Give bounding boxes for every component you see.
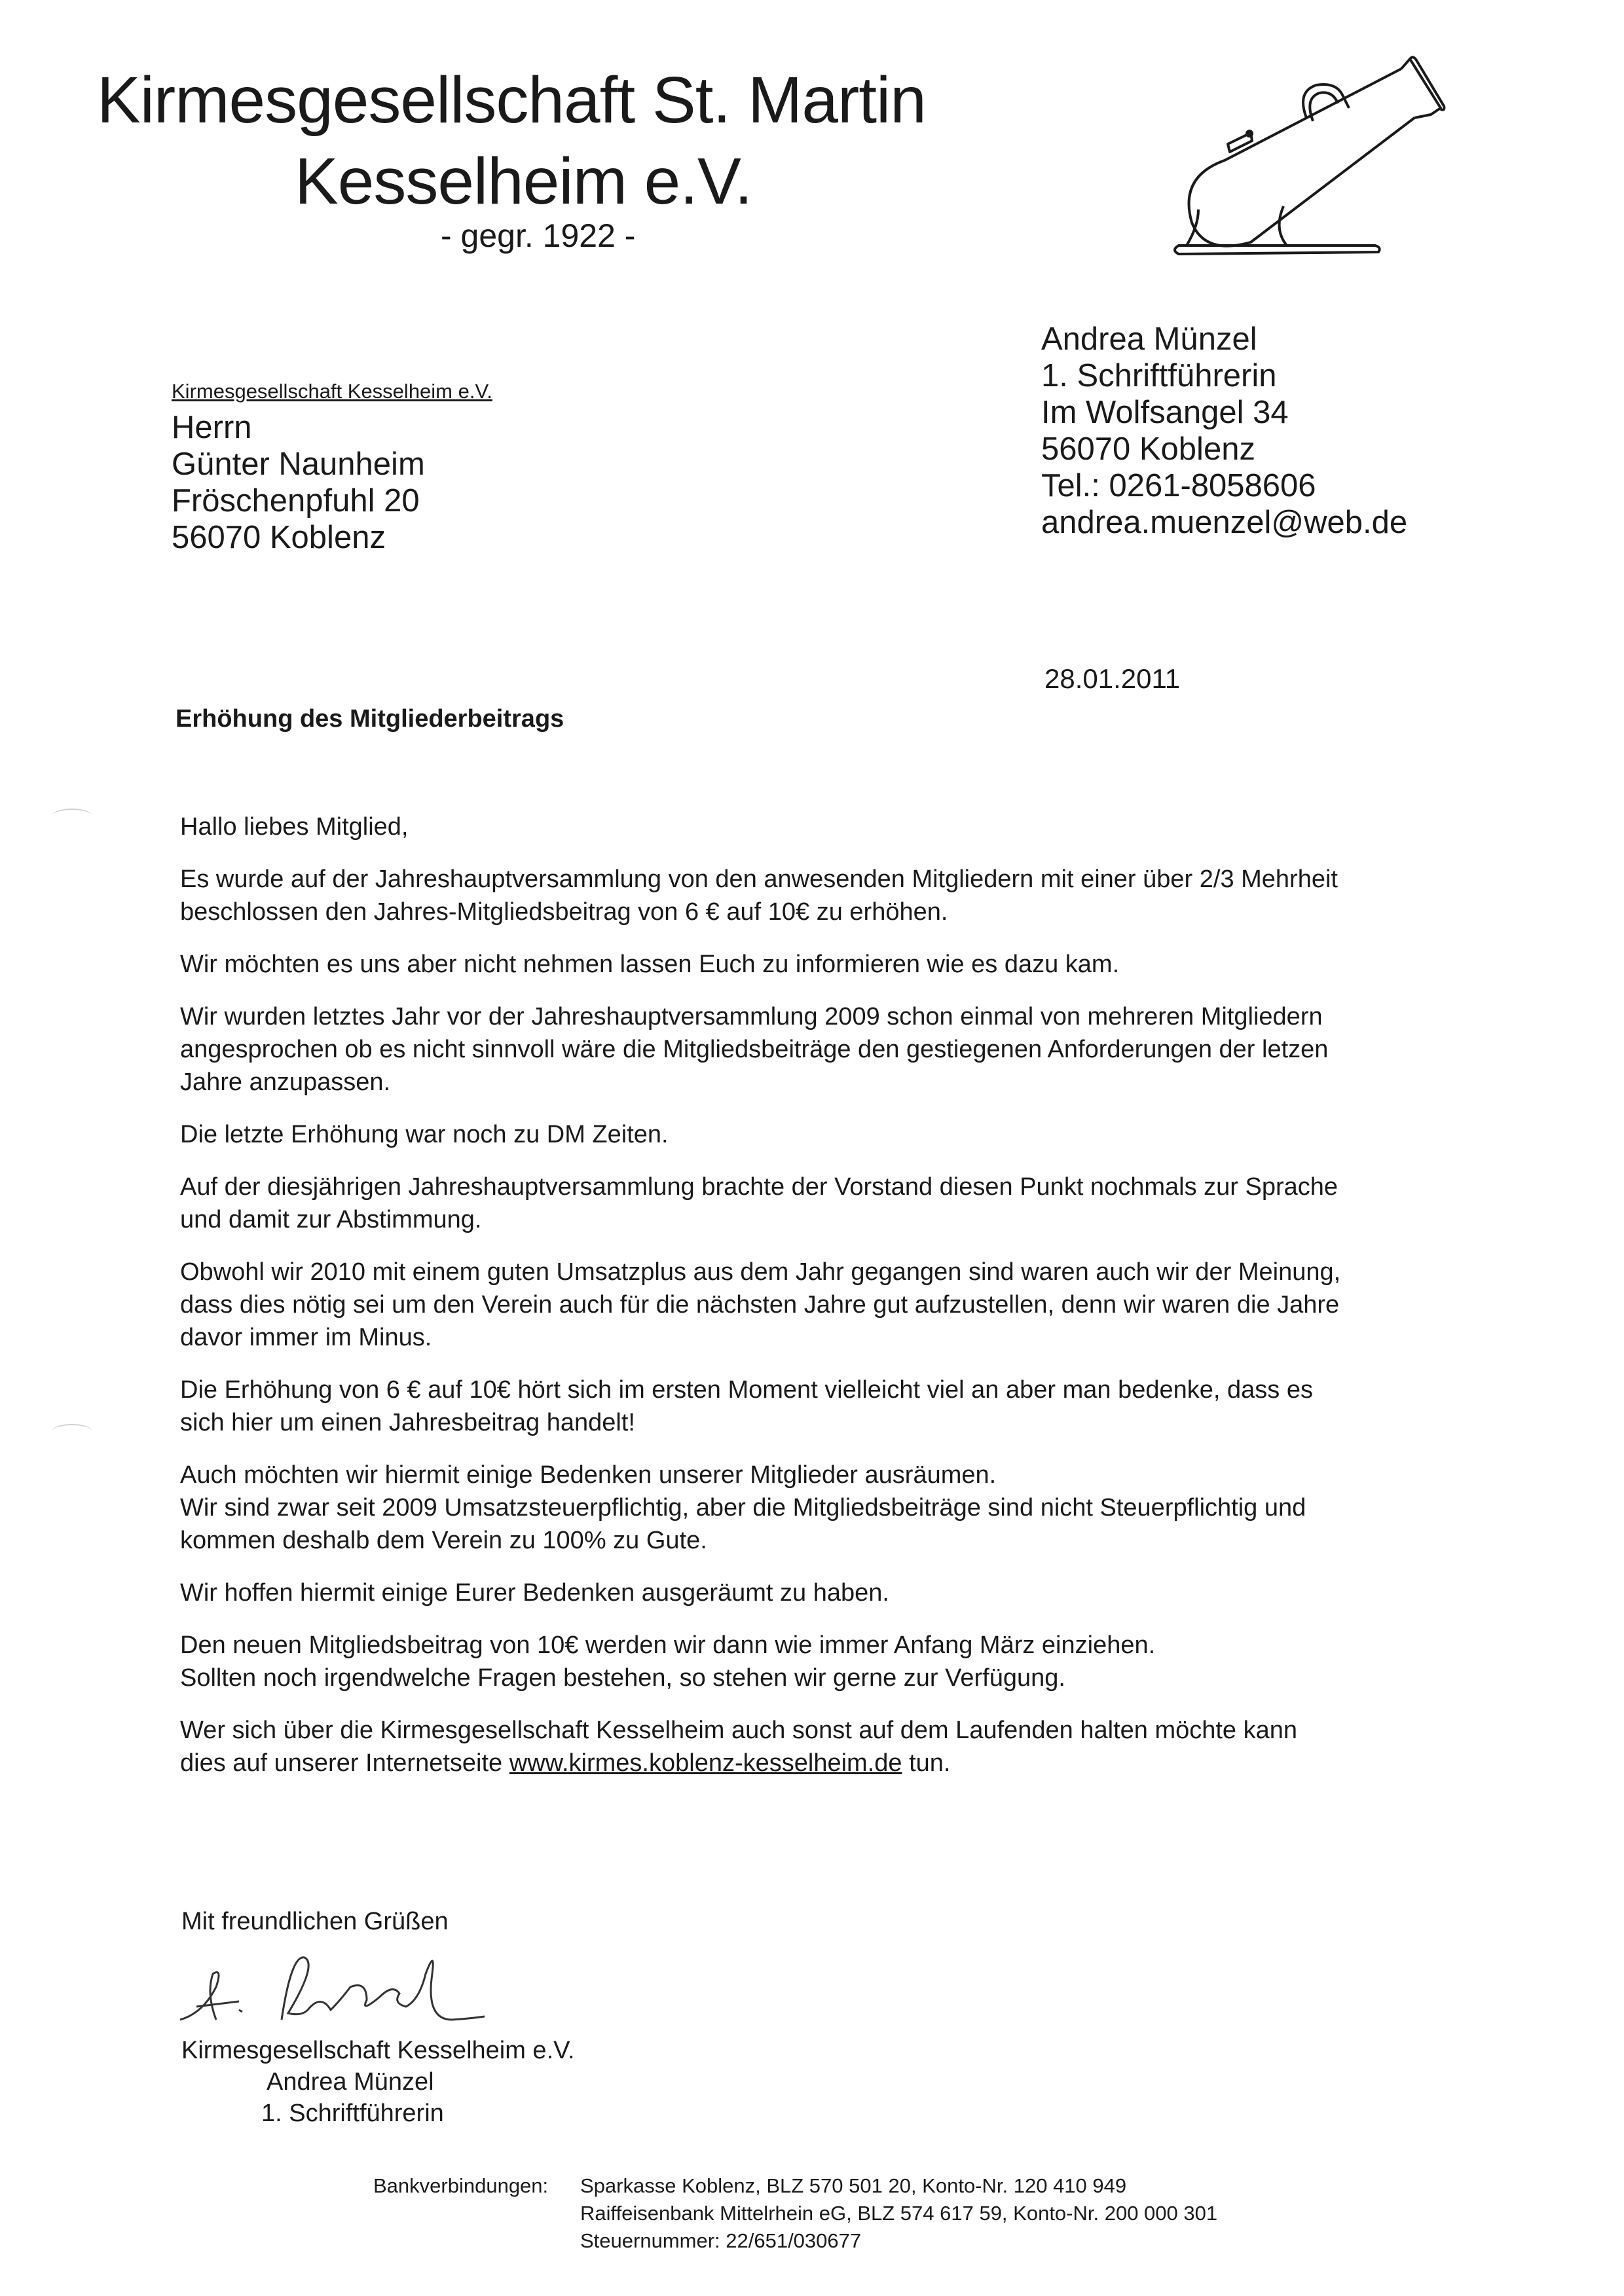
recipient-street: Fröschenpfuhl 20 [172, 483, 420, 519]
text-after-link: tun. [902, 1749, 951, 1777]
greeting-text: Hallo liebes Mitglied, [180, 813, 409, 841]
contact-street: Im Wolfsangel 34 [1041, 395, 1289, 430]
body-paragraph [180, 1171, 1477, 1236]
body-paragraph [180, 1256, 1477, 1354]
recipient-address [172, 409, 425, 556]
website-link[interactable]: www.kirmes.koblenz-kesselheim.de [509, 1749, 902, 1777]
bank-label: Bankverbindungen: [373, 2174, 549, 2197]
body-paragraph [180, 863, 1477, 928]
contact-email[interactable]: andrea.muenzel@web.de [1041, 505, 1408, 540]
contact-phone: Tel.: 0261-8058606 [1041, 468, 1316, 503]
recipient-salutation: Herrn [172, 410, 252, 445]
bank-line-sparkasse: Sparkasse Koblenz, BLZ 570 501 20, Konto-Nr. 120 410 949 [580, 2174, 1127, 2197]
website-paragraph [180, 1714, 1477, 1779]
paragraph-line: kommen deshalb dem Verein zu 100% zu Gute. [180, 1527, 707, 1554]
paragraph-line: und damit zur Abstimmung. [180, 1206, 482, 1233]
signature-role: 1. Schriftführerin [261, 2100, 444, 2127]
body-paragraph [180, 1374, 1477, 1439]
paragraph-line: Auch möchten wir hiermit einige Bedenken unserer Mitglieder ausräumen. [180, 1461, 997, 1489]
contact-role: 1. Schriftführerin [1041, 358, 1277, 393]
body-paragraph [180, 1576, 1477, 1609]
cannon-icon [1153, 46, 1460, 275]
recipient-name: Günter Naunheim [172, 446, 425, 482]
paragraph-line: Jahre anzupassen. [180, 1068, 391, 1096]
contact-city: 56070 Koblenz [1041, 431, 1255, 467]
org-name-line2: Kesselheim e.V. [295, 145, 752, 218]
paragraph-line: angesprochen ob es nicht sinnvoll wäre die Mitgliedsbeiträge den gestiegenen Anforderungen der letzen [180, 1036, 1329, 1063]
paragraph-line: Wir sind zwar seit 2009 Umsatzsteuerpflichtig, aber die Mitgliedsbeiträge sind nicht Steuerpflichtig und [180, 1494, 1306, 1522]
body-paragraph [180, 1629, 1477, 1694]
paragraph-line: dass dies nötig sei um den Verein auch für die nächsten Jahre gut aufzustellen, denn wir waren die Jahre [180, 1291, 1340, 1319]
paragraph-line: Wir möchten es uns aber nicht nehmen lassen Euch zu informieren wie es dazu kam. [180, 951, 1120, 978]
signature-name: Andrea Münzel [267, 2068, 434, 2096]
paragraph-line: davor immer im Minus. [180, 1324, 432, 1351]
signature-org: Kirmesgesellschaft Kesselheim e.V. [181, 2037, 575, 2064]
paragraph-line: Wer sich über die Kirmesgesellschaft Kesselheim auch sonst auf dem Laufenden halten möchte kann [180, 1717, 1298, 1744]
paragraph-line: Wir hoffen hiermit einige Eurer Bedenken ausgeräumt zu haben. [180, 1579, 889, 1607]
bank-details [580, 2172, 1217, 2255]
bank-line-raiffeisen: Raiffeisenbank Mittelrhein eG, BLZ 574 617 59, Konto-Nr. 200 000 301 [580, 2202, 1218, 2225]
signature [177, 1948, 544, 2033]
text-before-link: dies auf unserer Internetseite [180, 1749, 509, 1777]
sender-return-address: Kirmesgesellschaft Kesselheim e.V. [172, 380, 492, 403]
paragraph-line: Auf der diesjährigen Jahreshauptversammlung brachte der Vorstand diesen Punkt nochmals zur Sprache [180, 1173, 1338, 1201]
body-paragraph [180, 948, 1477, 981]
recipient-city: 56070 Koblenz [172, 520, 386, 555]
punch-hole-mark [52, 1424, 92, 1438]
paragraph-line: Sollten noch irgendwelche Fragen bestehen, so stehen wir gerne zur Verfügung. [180, 1664, 1065, 1692]
letter-body [180, 811, 1477, 1799]
tax-number: Steuernummer: 22/651/030677 [580, 2229, 862, 2252]
org-name-line1: Kirmesgesellschaft St. Martin [97, 64, 926, 137]
paragraph-line: beschlossen den Jahres-Mitgliedsbeitrag von 6 € auf 10€ zu erhöhen. [180, 898, 948, 926]
paragraph-line [180, 1747, 1477, 1779]
paragraph-line: Die letzte Erhöhung war noch zu DM Zeiten. [180, 1121, 669, 1148]
founded-year: - gegr. 1922 - [441, 217, 636, 254]
paragraph-line: sich hier um einen Jahresbeitrag handelt! [180, 1409, 635, 1436]
signature-block [181, 2035, 575, 2129]
paragraph-line: Die Erhöhung von 6 € auf 10€ hört sich im ersten Moment vielleicht viel an aber man bedenke, dass es [180, 1376, 1313, 1404]
punch-hole-mark [52, 809, 92, 823]
paragraph-line: Obwohl wir 2010 mit einem guten Umsatzplus aus dem Jahr gegangen sind waren auch wir der Meinung, [180, 1258, 1341, 1286]
body-paragraph [180, 1459, 1477, 1557]
greeting [180, 811, 1477, 843]
letter-subject: Erhöhung des Mitgliederbeitrags [175, 705, 564, 733]
paragraph-line: Den neuen Mitgliedsbeitrag von 10€ werden wir dann wie immer Anfang März einziehen. [180, 1631, 1156, 1659]
letter-date: 28.01.2011 [1044, 663, 1181, 694]
body-paragraph [180, 1118, 1477, 1151]
sender-contact [1041, 321, 1407, 541]
paragraph-line: Es wurde auf der Jahreshauptversammlung von den anwesenden Mitgliedern mit einer über 2/3 Mehrheit [180, 866, 1338, 893]
body-paragraph [180, 1000, 1477, 1099]
paragraph-line: Wir wurden letztes Jahr vor der Jahreshauptversammlung 2009 schon einmal von mehreren Mitgliedern [180, 1003, 1323, 1030]
closing: Mit freundlichen Grüßen [181, 1908, 449, 1935]
contact-name: Andrea Münzel [1041, 321, 1257, 357]
